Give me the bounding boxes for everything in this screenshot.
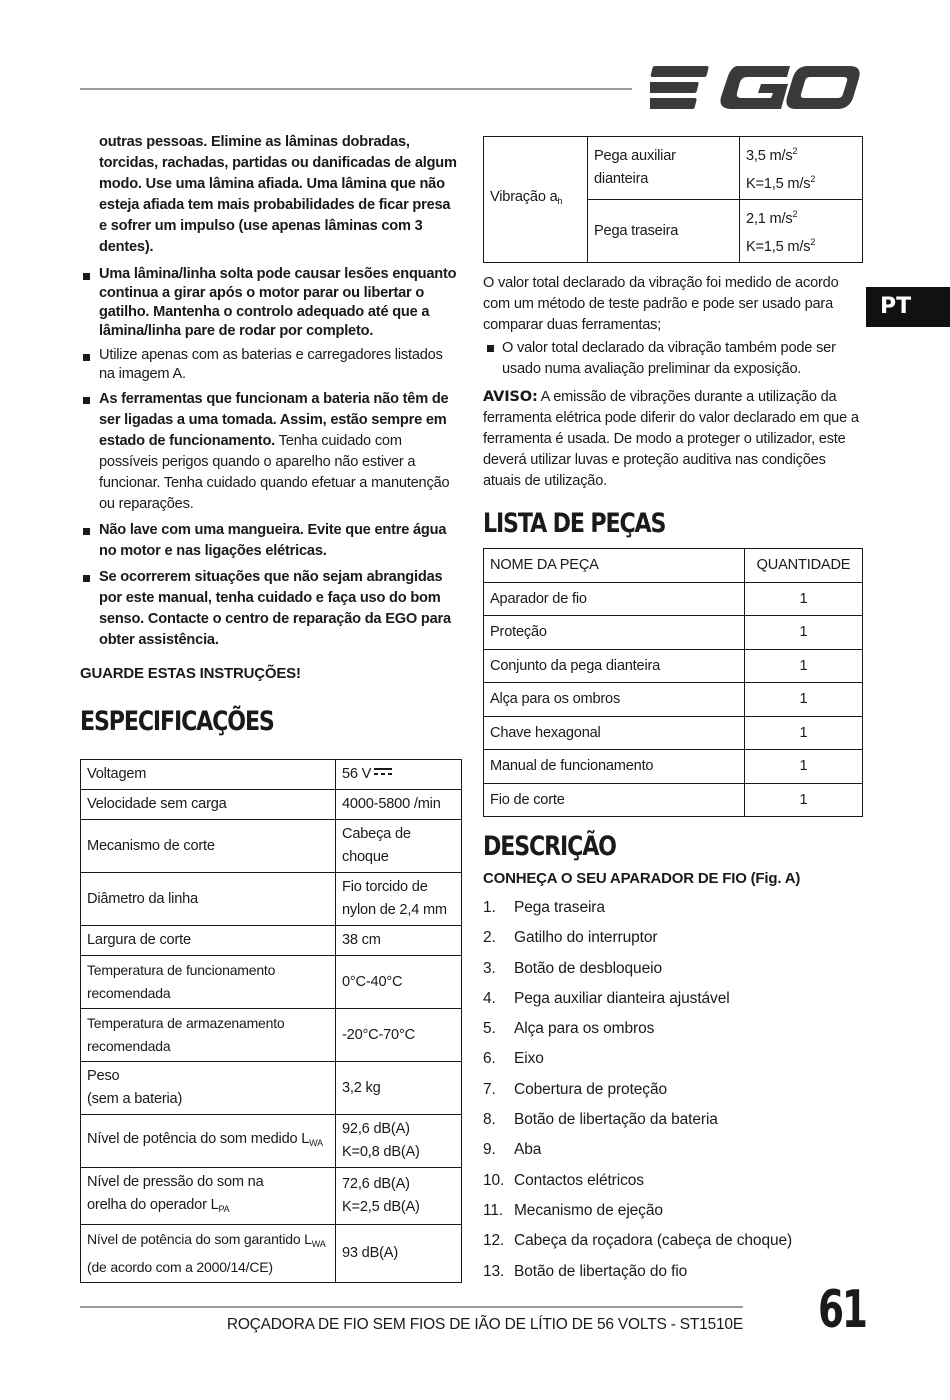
know-your-trimmer-heading: CONHEÇA O SEU APARADOR DE FIO (Fig. A) <box>483 870 801 887</box>
spec-label: Voltagem <box>81 760 336 790</box>
vibration-bullet: O valor total declarado da vibração também pode ser usado numa avaliação preliminar da exposição. <box>483 338 863 380</box>
spec-value: 38 cm <box>336 926 462 956</box>
description-title: DESCRIÇÃO <box>483 831 616 862</box>
table-row <box>484 137 863 200</box>
vibration-handle-label: Pega auxiliar dianteira <box>588 137 740 200</box>
safety-bullet-list <box>80 265 462 651</box>
table-row <box>81 873 462 926</box>
ego-logo <box>650 62 862 114</box>
table-row: Aparador de fio 1 <box>484 582 863 616</box>
spec-label: Diâmetro da linha <box>81 873 336 926</box>
footer-rule <box>80 1306 743 1308</box>
right-column <box>483 136 863 1287</box>
spec-value: 92,6 dB(A) K=0,8 dB(A) <box>336 1115 462 1168</box>
spec-label: Largura de corte <box>81 926 336 956</box>
header-rule <box>80 88 632 90</box>
spec-value: 72,6 dB(A) K=2,5 dB(A) <box>336 1168 462 1225</box>
bullet-item: Não lave com uma mangueira. Evite que entre água no motor e nas ligações elétricas. <box>80 520 462 562</box>
bullet-square-icon <box>83 354 90 361</box>
list-item: 5. Alça para os ombros <box>483 1020 655 1038</box>
bullet-square-icon <box>83 575 90 582</box>
list-item: 9. Aba <box>483 1141 542 1159</box>
table-row: Proteção 1 <box>484 616 863 650</box>
spec-label: Mecanismo de corte <box>81 820 336 873</box>
list-item: 6. Eixo <box>483 1050 544 1068</box>
table-header-row <box>484 549 863 583</box>
vibration-value: 2,1 $m/s^2$ K=1,5 $m/s^2$ <box>740 200 863 263</box>
spec-value: -20°C-70°C <box>336 1009 462 1062</box>
warning-paragraph: AVISO: A emissão de vibrações durante a utilização da ferramenta elétrica pode diferir do valor declarado em que a ferramenta é usada. De modo a proteger o utilizador, este deverá utilizar luvas e proteção auditiva nas condições atuais de utilização. <box>483 388 859 489</box>
bullet-item: As ferramentas que funcionam a bateria não têm de ser ligadas a uma tomada. Assim, estão sempre em estado de funcionamento. Tenha cuidado com possíveis perigos quando o aparelho não estiver a funcionar. Tenha cuidado quando efetuar a manutenção ou reparações. <box>80 389 462 515</box>
table-row: Manual de funcionamento 1 <box>484 750 863 784</box>
table-row <box>81 1168 462 1225</box>
table-row <box>81 760 462 790</box>
save-instructions-heading: GUARDE ESTAS INSTRUÇÕES! <box>80 665 301 682</box>
page-number: 61 <box>818 1280 866 1340</box>
warning-label: AVISO: <box>483 388 538 405</box>
vibration-table <box>483 136 863 263</box>
language-tab: PT <box>866 287 950 327</box>
table-row: Conjunto da pega dianteira 1 <box>484 649 863 683</box>
spec-value: 0°C-40°C <box>336 956 462 1009</box>
spec-value: 93 dB(A) <box>336 1225 462 1283</box>
vibration-value: 3,5 $m/s^2$ K=1,5 $m/s^2$ <box>740 137 863 200</box>
spec-value: Cabeça de choque <box>336 820 462 873</box>
parts-table <box>483 548 863 817</box>
spec-label: Nível de potência do som medido $L_{WA}$ <box>81 1115 336 1168</box>
spec-label: Velocidade sem carga <box>81 790 336 820</box>
table-row <box>81 820 462 873</box>
spec-value: 56 V <box>336 760 462 790</box>
list-item: 12. Cabeça da roçadora (cabeça de choque) <box>483 1232 793 1250</box>
parts-list-title: LISTA DE PEÇAS <box>483 508 666 539</box>
table-row: Fio de corte 1 <box>484 783 863 817</box>
vibration-handle-label: Pega traseira <box>588 200 740 263</box>
table-row <box>81 1062 462 1115</box>
spec-label: Nível de potência do som garantido $L_{WA}$ (de acordo com a 2000/14/CE) <box>81 1225 336 1283</box>
list-item: 3. Botão de desbloqueio <box>483 959 662 977</box>
column-header: NOME DA PEÇA <box>484 549 745 583</box>
bullet-square-icon <box>487 345 494 352</box>
left-column <box>80 132 462 1283</box>
bullet-item: Uma lâmina/linha solta pode causar lesões enquanto continua a girar após o motor parar ou libertar o gatilho. Mantenha o controlo adequado até que a lâmina/linha pare de rodar por completo. <box>80 265 462 341</box>
footer-product-title: ROÇADORA DE FIO SEM FIOS DE IÃO DE LÍTIO DE 56 VOLTS - ST1510E <box>226 1316 743 1333</box>
bullet-square-icon <box>83 273 90 280</box>
table-row <box>81 1009 462 1062</box>
list-item: 13. Botão de libertação do fio <box>483 1262 688 1280</box>
table-row <box>81 956 462 1009</box>
spec-value: 3,2 kg <box>336 1062 462 1115</box>
spec-label: Temperatura de funcionamento recomendada <box>81 956 336 1009</box>
list-item: 4. Pega auxiliar dianteira ajustável <box>483 989 730 1007</box>
bullet-square-icon <box>83 397 90 404</box>
column-header: QUANTIDADE <box>745 549 863 583</box>
intro-paragraph: outras pessoas. Elimine as lâminas dobradas, torcidas, rachadas, partidas ou danificadas de algum modo. Use uma lâmina afiada. Uma lâmina que não esteja afiada tem mais probabilidades de ficar presa e sofrer um impulso (use apenas lâminas com 3 dentes). <box>99 134 457 255</box>
table-row: Chave hexagonal 1 <box>484 716 863 750</box>
list-item: 11. Mecanismo de ejeção <box>483 1201 663 1219</box>
spec-label: Temperatura de armazenamento recomendada <box>81 1009 336 1062</box>
direct-current-icon <box>374 768 392 776</box>
list-item: 10. Contactos elétricos <box>483 1171 644 1189</box>
list-item: 2. Gatilho do interruptor <box>483 929 658 947</box>
vibration-paragraph: O valor total declarado da vibração foi medido de acordo com um método de teste padrão e pode ser usado para comparar duas ferramentas; <box>483 275 839 333</box>
spec-label: Nível de pressão do som na orelha do operador $L_{PA}$ <box>81 1168 336 1225</box>
description-list <box>483 893 863 1287</box>
spec-label: Peso (sem a bateria) <box>81 1062 336 1115</box>
list-item: 7. Cobertura de proteção <box>483 1080 667 1098</box>
vibration-label: Vibração $a_h$ <box>484 137 588 263</box>
spec-value: Fio torcido de nylon de 2,4 mm <box>336 873 462 926</box>
specifications-table <box>80 759 462 1283</box>
specifications-title: ESPECIFICAÇÕES <box>80 706 274 737</box>
table-row: Alça para os ombros 1 <box>484 683 863 717</box>
table-row <box>81 1115 462 1168</box>
table-row <box>81 926 462 956</box>
bullet-square-icon <box>83 528 90 535</box>
list-item: 8. Botão de libertação da bateria <box>483 1111 718 1129</box>
table-row <box>81 790 462 820</box>
table-row <box>81 1225 462 1283</box>
list-item: 1. Pega traseira <box>483 899 605 916</box>
bullet-item: Se ocorrerem situações que não sejam abrangidas por este manual, tenha cuidado e faça uso do bom senso. Contacte o centro de reparação da EGO para obter assistência. <box>80 567 462 651</box>
spec-value: 4000-5800 /min <box>336 790 462 820</box>
bullet-item: Utilize apenas com as baterias e carregadores listados na imagem A. <box>80 346 462 384</box>
